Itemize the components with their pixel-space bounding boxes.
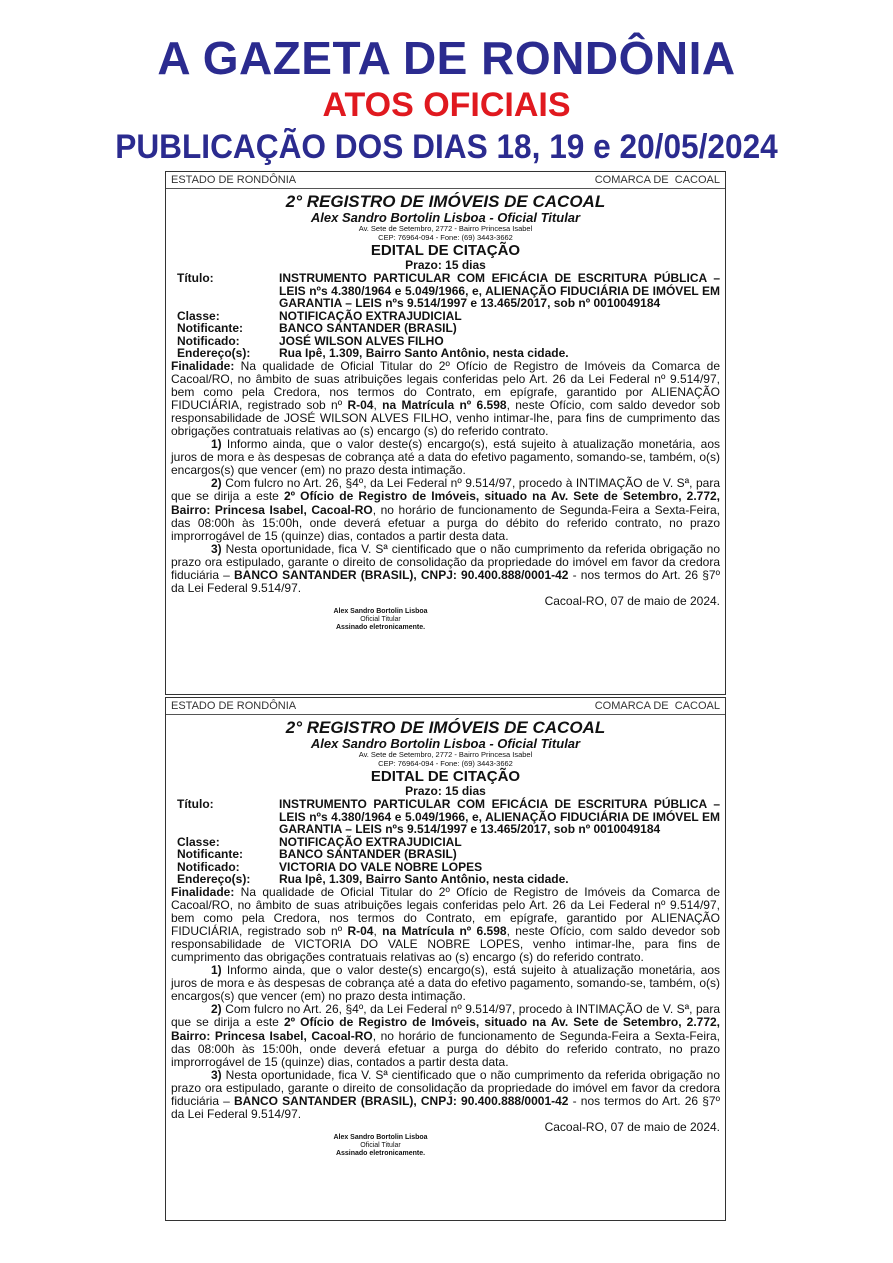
signature-name: Alex Sandro Bortolin Lisboa [333,1134,428,1142]
endereco-label: Endereço(s): [177,346,251,360]
notificante-value: BANCO SANTANDER (BRASIL) [279,321,457,335]
registro-number: R-04 [347,397,374,412]
item-3-text: Nesta oportunidade, fica V. Sª cientificado que o não cumprimento da referida obrigação no prazo ora estipulado, garante o direito de consolidação da propriedade do imóvel em favor da credora fiduciária – [171,1067,720,1108]
signature-block [171,608,590,632]
notice-header [166,700,725,715]
signature-name: Alex Sandro Bortolin Lisboa [333,608,428,616]
endereco-label: Endereço(s): [177,872,251,886]
notice-fields [171,272,720,360]
item-1-text: Informo ainda, que o valor deste(s) encargo(s), está sujeito à atualização monetária, aos juros de mora e às despesas de cobrança até a data do efetivo pagamento, somando-se, também, o(s) encargos(s) que vencer (em) no prazo desta intimação. [171,963,720,1004]
notificante-label: Notificante: [177,847,243,861]
finalidade-paragraph [171,360,720,439]
edital-title: EDITAL DE CITAÇÃO [370,768,521,785]
matricula-number: na Matrícula nº 6.598 [382,923,507,938]
notificado-value: JOSÉ WILSON ALVES FILHO [279,333,444,348]
notificado-label: Notificado: [177,333,240,348]
item-2-text: Com fulcro no Art. 26, §4º, da Lei Federal nº 9.514/97, procedo à INTIMAÇÃO de V. Sª, para que se dirija a este [171,1002,720,1030]
office-address: Av. Sete de Setembro, 2772 - Bairro Princesa Isabel [358,224,533,233]
item-3-number: 3) [211,541,222,556]
notificado-label: Notificado: [177,859,240,874]
finalidade-text: Na qualidade de Oficial Titular do 2º Ofício de Registro de Imóveis da Comarca de Cacoal/RO, no âmbito de suas atribuições legais conferidas pelo Art. 26 da Lei Federal nº 9.514/97, bem como pela Credora, nos termos do Contrato, em epígrafe, garantido por ALIENAÇÃO FIDUCIÁRIA, registrado sob nº [171,884,720,938]
finalidade-paragraph [171,886,720,965]
officer-name: Alex Sandro Bortolin Lisboa - Oficial Titular [310,210,581,225]
item-2-address: 2º Ofício de Registro de Imóveis, situado na Av. Sete de Setembro, 2.772, Bairro: Princesa Isabel, Cacoal-RO [171,489,721,517]
item-1-paragraph [171,438,720,477]
signature-note: Assinado eletronicamente. [335,1150,426,1158]
creditor-cnpj: BANCO SANTANDER (BRASIL), CNPJ: 90.400.888/0001-42 [234,568,569,582]
notificado-value: VICTORIA DO VALE NOBRE LOPES [279,859,483,874]
titulo-label: Título: [177,797,214,811]
office-title: 2° REGISTRO DE IMÓVEIS DE CACOAL [285,718,606,737]
edital-notice-2 [165,697,726,1221]
titulo-value: INSTRUMENTO PARTICULAR COM EFICÁCIA DE ESCRITURA PÚBLICA – LEIS nºs 4.380/1964 e 5.049/1966, e, ALIENAÇÃO FIDUCIÁRIA DE IMÓVEL EM GARANTIA – LEIS nºs 9.514/1997 e 13.465/2017, sob nº 0010049184 [279,271,720,310]
signature-role: Oficial Titular [360,1142,401,1150]
titulo-label: Título: [177,271,214,285]
edital-title: EDITAL DE CITAÇÃO [370,242,521,259]
notice-header [166,174,725,189]
matricula-number: na Matrícula nº 6.598 [382,397,507,412]
classe-value: NOTIFICAÇÃO EXTRAJUDICIAL [279,834,462,849]
signature-role: Oficial Titular [360,616,401,624]
item-3-text-end: - nos termos do Art. 26 §7º da Lei Federal 9.514/97. [171,568,720,596]
item-3-text-end: - nos termos do Art. 26 §7º da Lei Federal 9.514/97. [171,1094,720,1122]
notice-fields [171,798,720,886]
registro-number: R-04 [347,923,374,938]
item-2-number: 2) [211,1002,222,1017]
state-label: ESTADO DE RONDÔNIA [171,700,297,712]
finalidade-label: Finalidade: [171,884,235,899]
office-contact: CEP: 76964-094 - Fone: (69) 3443-3662 [378,758,513,768]
finalidade-text-end: , neste Ofício, com saldo devedor sob responsabilidade de JOSÉ WILSON ALVES FILHO, venho intimar-lhe, para fins de cumprimento das obrigações contratuais relativas ao (s) encargo (s) do referido contrato. [171,397,720,438]
newspaper-title: A GAZETA DE RONDÔNIA [157,32,736,84]
finalidade-text-end: , neste Ofício, com saldo devedor sob responsabilidade de VICTORIA DO VALE NOBRE LOPES, venho intimar-lhe, para fins de cumprimento das obrigações contratuais relativas ao (s) encargo (s) do referido contrato. [171,923,720,964]
item-3-paragraph [171,1069,720,1121]
item-1-paragraph [171,964,720,1003]
comarca-label: COMARCA DE CACOAL [594,700,720,712]
titulo-value: INSTRUMENTO PARTICULAR COM EFICÁCIA DE ESCRITURA PÚBLICA – LEIS nºs 4.380/1964 e 5.049/1966, e, ALIENAÇÃO FIDUCIÁRIA DE IMÓVEL EM GARANTIA – LEIS nºs 9.514/1997 e 13.465/2017, sob nº 0010049184 [279,797,720,836]
item-1-number: 1) [211,437,222,452]
item-3-paragraph [171,543,720,595]
signature-note: Assinado eletronicamente. [335,624,426,632]
classe-value: NOTIFICAÇÃO EXTRAJUDICIAL [279,308,462,323]
notice-date: Cacoal-RO, 07 de maio de 2024. [544,1120,720,1135]
item-2-text-end: , no horário de funcionamento de Segunda-Feira a Sexta-Feira, das 08:00h às 15:00h, onde deverá efetuar a purga do débito do referido contrato, no prazo improrrogável de 15 (quinze) dias, contados a partir desta data. [171,1028,720,1069]
creditor-cnpj: BANCO SANTANDER (BRASIL), CNPJ: 90.400.888/0001-42 [234,1094,569,1108]
finalidade-sep: , [373,923,383,938]
classe-label: Classe: [177,834,220,849]
publication-dates: PUBLICAÇÃO DOS DIAS 18, 19 e 20/05/2024 [115,128,778,166]
notice-date: Cacoal-RO, 07 de maio de 2024. [544,594,720,609]
edital-notice-1 [165,171,726,695]
officer-name: Alex Sandro Bortolin Lisboa - Oficial Titular [310,736,581,751]
state-label: ESTADO DE RONDÔNIA [171,174,297,186]
endereco-value: Rua Ipê, 1.309, Bairro Santo Antônio, nesta cidade. [279,872,569,886]
finalidade-label: Finalidade: [171,358,235,373]
endereco-value: Rua Ipê, 1.309, Bairro Santo Antônio, nesta cidade. [279,346,569,360]
item-2-text-end: , no horário de funcionamento de Segunda-Feira a Sexta-Feira, das 08:00h às 15:00h, onde deverá efetuar a purga do débito do referido contrato, no prazo improrrogável de 15 (quinze) dias, contados a partir desta data. [171,502,720,543]
signature-block [171,1134,590,1158]
prazo: Prazo: 15 dias [405,784,486,798]
item-3-text: Nesta oportunidade, fica V. Sª cientificado que o não cumprimento da referida obrigação no prazo ora estipulado, garante o direito de consolidação da propriedade do imóvel em favor da credora fiduciária – [171,541,720,582]
item-1-number: 1) [211,963,222,978]
office-title: 2° REGISTRO DE IMÓVEIS DE CACOAL [285,192,606,211]
item-2-number: 2) [211,476,222,491]
item-2-address: 2º Ofício de Registro de Imóveis, situado na Av. Sete de Setembro, 2.772, Bairro: Princesa Isabel, Cacoal-RO [171,1015,721,1043]
notificante-label: Notificante: [177,321,243,335]
office-address: Av. Sete de Setembro, 2772 - Bairro Princesa Isabel [358,750,533,759]
item-2-text: Com fulcro no Art. 26, §4º, da Lei Federal nº 9.514/97, procedo à INTIMAÇÃO de V. Sª, para que se dirija a este [171,476,720,504]
office-contact: CEP: 76964-094 - Fone: (69) 3443-3662 [378,232,513,242]
item-2-paragraph [171,1003,720,1068]
finalidade-text: Na qualidade de Oficial Titular do 2º Ofício de Registro de Imóveis da Comarca de Cacoal/RO, no âmbito de suas atribuições legais conferidas pelo Art. 26 da Lei Federal nº 9.514/97, bem como pela Credora, nos termos do Contrato, em epígrafe, garantido por ALIENAÇÃO FIDUCIÁRIA, registrado sob nº [171,358,720,412]
classe-label: Classe: [177,308,220,323]
comarca-label: COMARCA DE CACOAL [594,174,720,186]
item-3-number: 3) [211,1067,222,1082]
item-1-text: Informo ainda, que o valor deste(s) encargo(s), está sujeito à atualização monetária, aos juros de mora e às despesas de cobrança até a data do efetivo pagamento, somando-se, também, o(s) encargos(s) que vencer (em) no prazo desta intimação. [171,437,720,478]
finalidade-sep: , [373,397,383,412]
item-2-paragraph [171,477,720,542]
notificante-value: BANCO SANTANDER (BRASIL) [279,847,457,861]
section-title: ATOS OFICIAIS [322,86,571,124]
prazo: Prazo: 15 dias [405,258,486,272]
